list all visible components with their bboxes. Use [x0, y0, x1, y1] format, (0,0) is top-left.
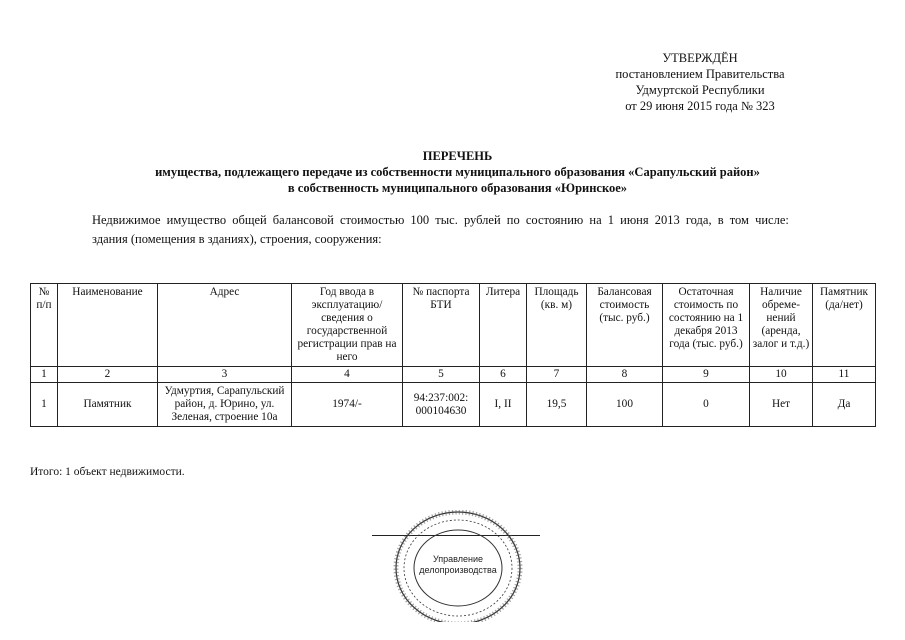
cell-encumbrance: Нет — [750, 383, 813, 427]
col-header-name: Наименование — [58, 284, 158, 367]
cell-residual: 0 — [663, 383, 750, 427]
column-number: 10 — [750, 367, 813, 383]
column-number: 4 — [292, 367, 403, 383]
column-number: 9 — [663, 367, 750, 383]
intro-subheading: здания (помещения в зданиях), строения, сооружения: — [92, 232, 382, 246]
column-number-row — [31, 367, 876, 383]
col-header-num: № п/п — [31, 284, 58, 367]
cell-litera: I, II — [480, 383, 527, 427]
approval-line-4: от 29 июня 2015 года № 323 — [625, 99, 775, 113]
column-number: 2 — [58, 367, 158, 383]
table-header-row — [31, 284, 876, 367]
intro-paragraph: Недвижимое имущество общей балансовой стоимостью 100 тыс. рублей по состоянию на 1 июня 2013 года, в том числе: — [92, 213, 789, 227]
cell-balance: 100 — [587, 383, 663, 427]
total-line: Итого: 1 объект недвижимости. — [30, 466, 185, 478]
col-header-bti: № паспорта БТИ — [403, 284, 480, 367]
official-seal-stamp — [372, 510, 542, 622]
title-line-1: имущества, подлежащего передаче из собственности муниципального образования «Сарапульский район» — [155, 165, 760, 179]
column-number: 8 — [587, 367, 663, 383]
stamp-text-line-2: делопроизводства — [419, 565, 497, 575]
approval-block — [580, 50, 820, 114]
cell-bti: 94:237:002: 000104630 — [403, 383, 480, 427]
col-header-monument: Памятник (да/нет) — [813, 284, 876, 367]
col-header-year: Год ввода в эксплуатацию/ сведения о государственной регистрации прав на него — [292, 284, 403, 367]
column-number: 1 — [31, 367, 58, 383]
title-line-2: в собственность муниципального образования «Юринское» — [287, 181, 628, 195]
approval-line-3: Удмуртской Республики — [635, 83, 765, 97]
column-number: 5 — [403, 367, 480, 383]
cell-year: 1974/- — [292, 383, 403, 427]
cell-name: Памятник — [58, 383, 158, 427]
approval-line-1: УТВЕРЖДЁН — [662, 51, 738, 65]
cell-num: 1 — [31, 383, 58, 427]
property-table — [30, 283, 876, 427]
cell-area: 19,5 — [527, 383, 587, 427]
col-header-residual: Остаточная стоимость по состоянию на 1 декабря 2013 года (тыс. руб.) — [663, 284, 750, 367]
intro-text — [54, 213, 862, 247]
table-row — [31, 383, 876, 427]
stamp-text-line-1: Управление — [432, 554, 484, 564]
title-heading: ПЕРЕЧЕНЬ — [422, 149, 493, 163]
col-header-area: Площадь (кв. м) — [527, 284, 587, 367]
column-number: 6 — [480, 367, 527, 383]
cell-address: Удмуртия, Сарапульский район, д. Юрино, ул. Зеленая, строение 10а — [158, 383, 292, 427]
col-header-encumbrance: Наличие обреме- нений (аренда, залог и т.д.) — [750, 284, 813, 367]
cell-monument: Да — [813, 383, 876, 427]
approval-line-2: постановлением Правительства — [615, 67, 785, 81]
col-header-address: Адрес — [158, 284, 292, 367]
column-number: 11 — [813, 367, 876, 383]
col-header-litera: Литера — [480, 284, 527, 367]
document-title — [40, 148, 875, 196]
column-number: 7 — [527, 367, 587, 383]
column-number: 3 — [158, 367, 292, 383]
col-header-balance: Балансовая стоимость (тыс. руб.) — [587, 284, 663, 367]
